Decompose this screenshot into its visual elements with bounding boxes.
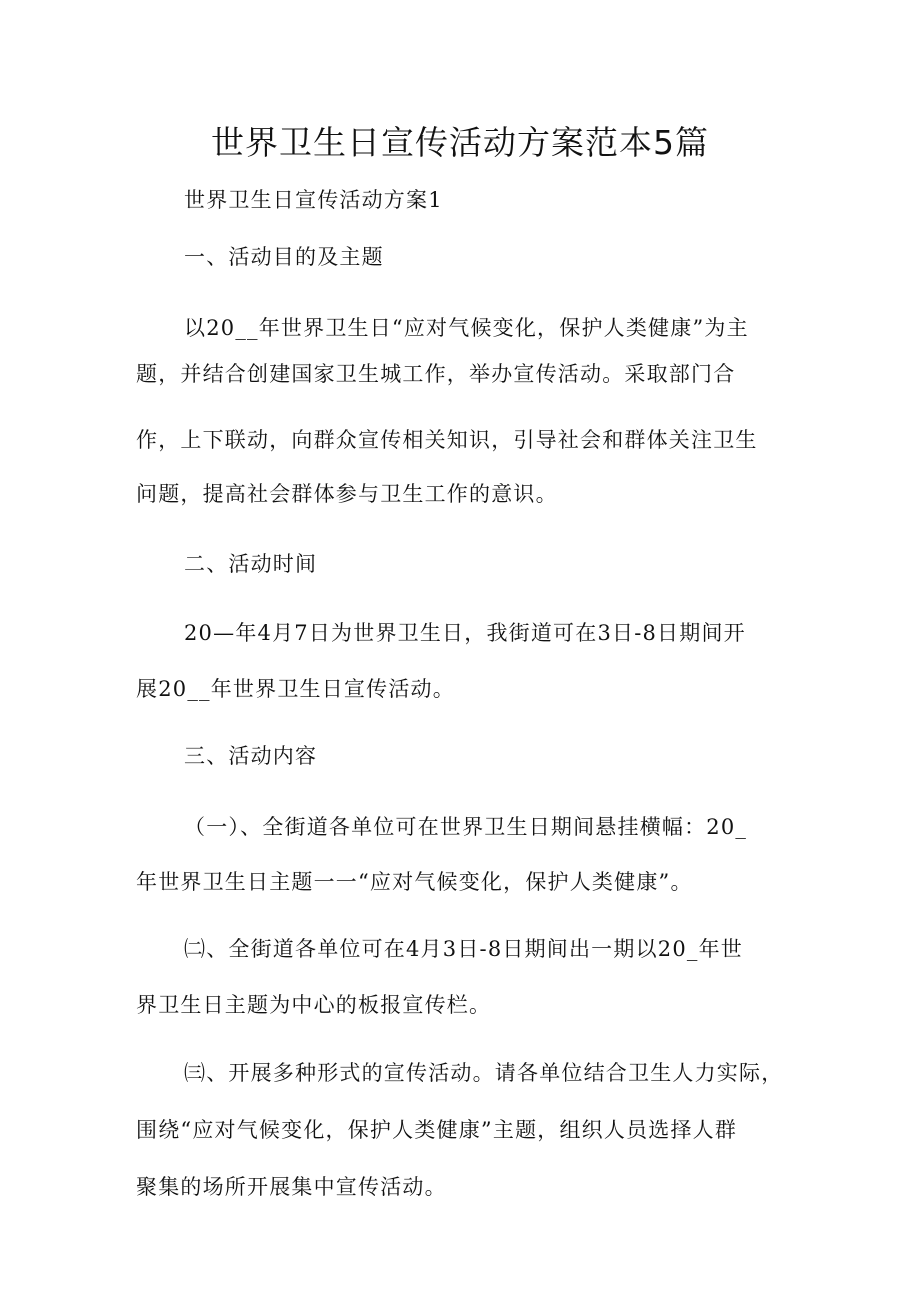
list-item-line: ㈡、全街道各单位可在4月3日-8日期间出一期以20_年世 [184,937,743,961]
paragraph-line: 展20__年世界卫生日宣传活动。 [136,677,455,701]
list-item-line: ㈢、开展多种形式的宣传活动。请各单位结合卫生人力实际， [184,1061,784,1085]
section-heading-purpose: 一、活动目的及主题 [184,245,384,269]
list-item-line: （一）、全街道各单位可在世界卫生日期间悬挂横幅：20_ [184,815,748,839]
section-heading-content: 三、活动内容 [184,744,318,768]
paragraph-line: 20—年4月7日为世界卫生日，我街道可在3日-8日期间开 [184,621,746,645]
list-item-line: 年世界卫生日主题一一“应对气候变化，保护人类健康”。 [136,870,693,894]
paragraph-line: 问题，提高社会群体参与卫生工作的意识。 [136,482,558,506]
list-item-line: 界卫生日主题为中心的板报宣传栏。 [136,993,492,1017]
paragraph-line: 以20__年世界卫生日“应对气候变化，保护人类健康”为主 [184,316,749,340]
list-item-line: 围绕“应对气候变化，保护人类健康”主题，组织人员选择人群 [136,1118,738,1142]
list-item-line: 聚集的场所开展集中宣传活动。 [136,1175,447,1199]
subtitle: 世界卫生日宣传活动方案1 [184,188,443,212]
document-title: 世界卫生日宣传活动方案范本5篇 [211,123,709,162]
paragraph-line: 作，上下联动，向群众宣传相关知识，引导社会和群体关注卫生 [136,428,758,452]
paragraph-line: 题，并结合创建国家卫生城工作，举办宣传活动。采取部门合 [136,362,736,386]
section-heading-time: 二、活动时间 [184,552,318,576]
